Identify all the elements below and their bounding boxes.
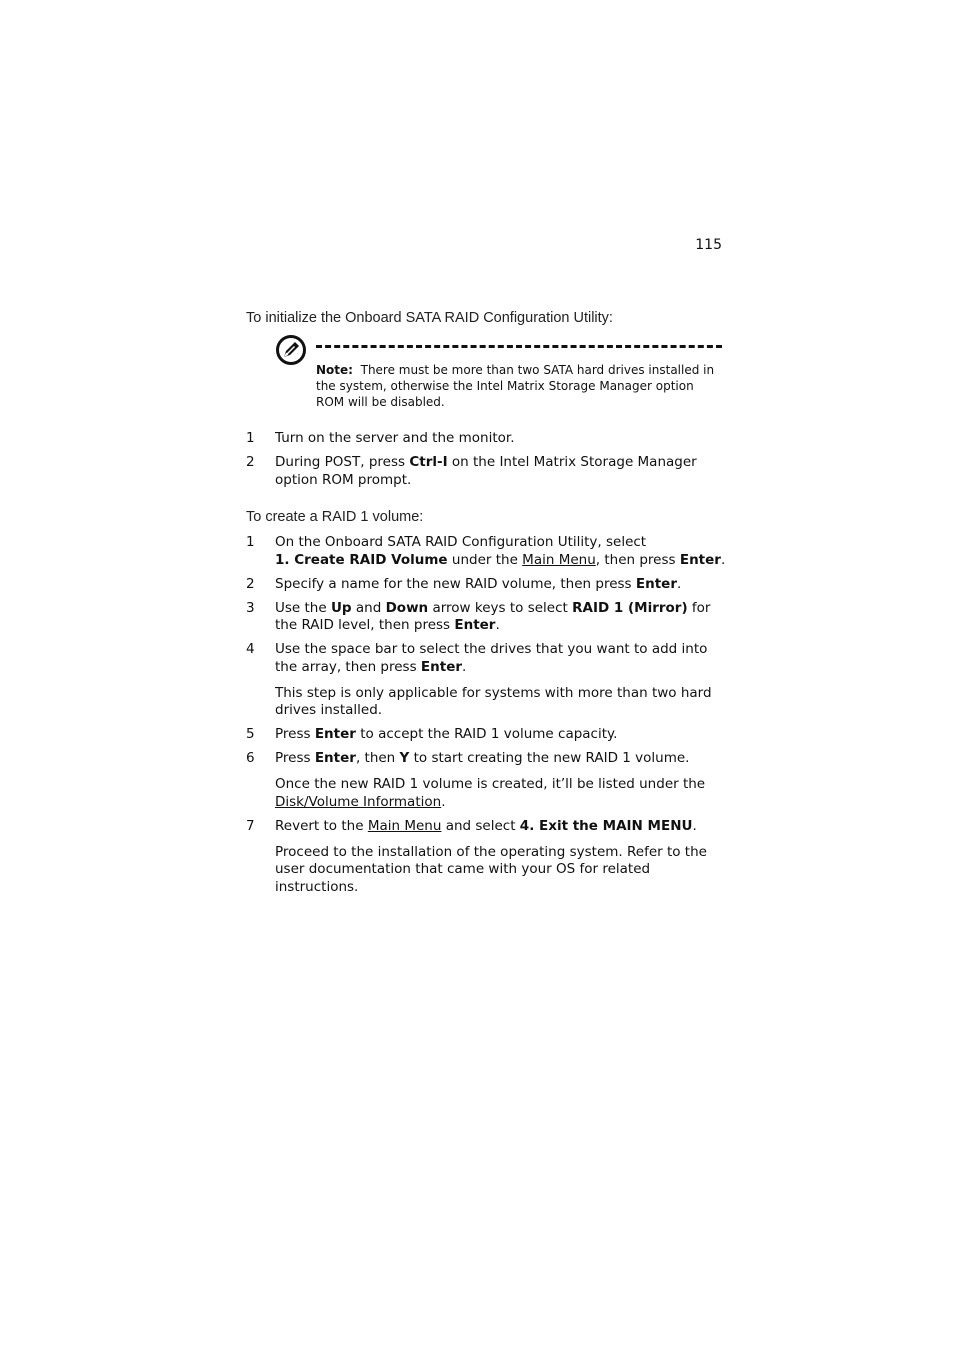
step-number: 2 xyxy=(246,454,255,470)
step-text: Revert to the Main Menu and select 4. Exit the MAIN MENU. xyxy=(275,817,697,834)
step-text: On the Onboard SATA RAID Configuration Utility, select 1. Create RAID Volume under the Main Menu, then press Enter. xyxy=(275,534,726,568)
step-note: Once the new RAID 1 volume is created, it’ll be listed under the Disk/Volume Information. xyxy=(275,776,706,810)
step-number: 1 xyxy=(246,430,255,446)
step-text: Specify a name for the new RAID volume, then press Enter. xyxy=(275,575,682,592)
section-heading-create-raid: To create a RAID 1 volume: xyxy=(246,509,424,525)
note-label: Note: xyxy=(316,363,353,377)
step-text: Press Enter to accept the RAID 1 volume capacity. xyxy=(275,726,618,742)
note-divider xyxy=(316,345,722,348)
step-number: 2 xyxy=(246,575,255,592)
step-text: Use the Up and Down arrow keys to select RAID 1 (Mirror) for the RAID level, then press Enter. xyxy=(275,599,711,633)
list-item xyxy=(246,600,726,635)
list-item xyxy=(246,726,726,744)
page-number: 115 xyxy=(695,237,722,253)
list-item xyxy=(246,454,726,489)
step-text: Turn on the server and the monitor. xyxy=(275,430,515,446)
step-text: Use the space bar to select the drives that you want to add into the array, then press Enter. xyxy=(275,641,708,675)
step-text: Press Enter, then Y to start creating the new RAID 1 volume. xyxy=(275,750,690,766)
step-number: 7 xyxy=(246,817,255,834)
step-note: This step is only applicable for systems with more than two hard drives installed. xyxy=(275,684,712,718)
step-number: 3 xyxy=(246,599,255,616)
step-text: During POST, press Ctrl-I on the Intel Matrix Storage Manager option ROM prompt. xyxy=(275,454,697,488)
list-item xyxy=(246,534,726,569)
note-pencil-icon xyxy=(275,334,307,366)
note-box xyxy=(316,362,716,410)
list-item xyxy=(246,576,726,594)
list-item xyxy=(246,641,726,720)
step-note: Proceed to the installation of the operating system. Refer to the user documentation that came with your OS for related instructions. xyxy=(275,843,707,895)
step-number: 5 xyxy=(246,726,255,742)
initialize-steps xyxy=(246,430,726,496)
list-item xyxy=(246,430,726,448)
section-heading-initialize: To initialize the Onboard SATA RAID Configuration Utility: xyxy=(246,310,613,326)
step-number: 6 xyxy=(246,750,255,766)
step-number: 1 xyxy=(246,534,255,550)
step-number: 4 xyxy=(246,641,255,657)
create-raid-steps xyxy=(246,534,726,903)
list-item xyxy=(246,818,726,897)
note-text: There must be more than two SATA hard drives installed in the system, otherwise the Intel Matrix Storage Manager option ROM will be disabled. xyxy=(316,363,715,409)
list-item xyxy=(246,750,726,811)
